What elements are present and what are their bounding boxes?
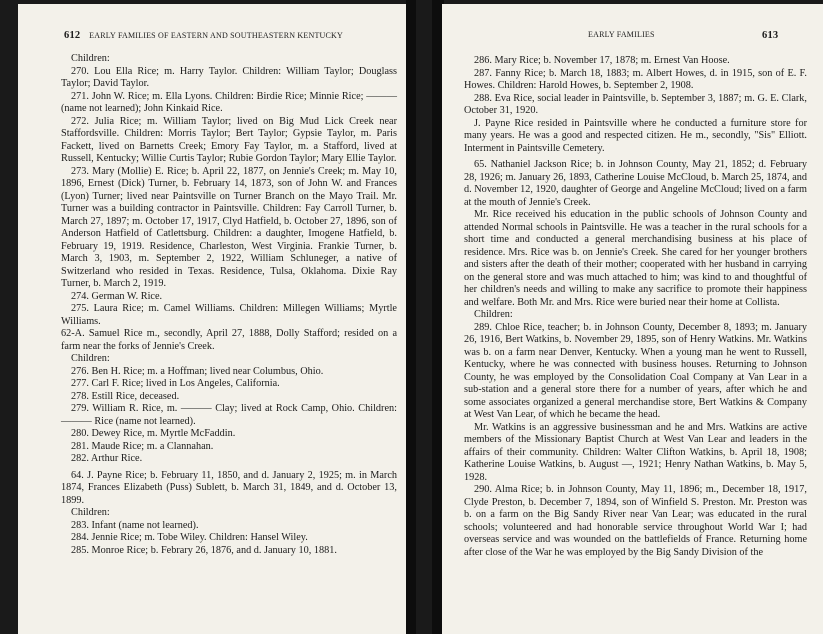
paragraph: Children: bbox=[71, 507, 110, 518]
paragraph: 284. Jennie Rice; m. Tobe Wiley. Children: Hansel Wiley. bbox=[71, 532, 308, 543]
paragraph: Mr. Rice received his education in the public schools of Johnson County and attended Normal schools in Paintsville. He was a teacher in the rural schools for a short time and conducted a general merchandising business at his place of residence. Mrs. Rice was b. on Jennie's Creek. She cared for her younger brothers and sisters after the death of their mother; cooperated with her husband in carrying on the general store and was much attached to him; was kind to and thoughtful of her children's needs and willing to make any sacrifice to promote their happiness and welfare. Both Mr. and Mrs. Rice were buried near their home at Collista. bbox=[464, 209, 807, 308]
paragraph: 273. Mary (Mollie) E. Rice; b. April 22, 1877, on Jennie's Creek; m. May 10, 1896, Ernest (Dick) Turner, b. February 14, 1873, son of John W. and Frances (Lyon) Turner; lived near Paintsville on Turner Branch on the Mayo Trail. Mr. Turner was a building contractor in Paintsville. Children: Fay Carroll Turner, b. March 27, 1897; m. October 17, 1917, Clyd Hatfield, b. October 27, 1896, son of Anderson Hatfield of Catlettsburg. Children: a daughter, Imogene Hatfield, b. February 19, 1919. Residence, Charleston, West Virginia. Frankie Turner, b. March 3, 1903, m. September 2, 1922, William Schluneger, a native of Switzerland who resided in Texas. Residence, Tulsa, Oklahoma. Dixie Ray Turner, b. March 2, 1919. bbox=[61, 165, 397, 289]
paragraph: 287. Fanny Rice; b. March 18, 1883; m. Albert Howes, d. in 1915, son of E. F. Howes. Children: Harold Howes, b. September 2, 1908. bbox=[464, 67, 807, 91]
left-running-header bbox=[64, 30, 343, 41]
left-page bbox=[18, 4, 408, 634]
paragraph: 282. Arthur Rice. bbox=[71, 453, 143, 464]
paragraph: 278. Estill Rice, deceased. bbox=[71, 390, 180, 402]
paragraph: 288. Eva Rice, social leader in Paintsville, b. September 3, 1887; m. G. E. Clark, October 31, 1920. bbox=[464, 92, 807, 116]
left-page-body bbox=[61, 53, 397, 557]
book-gutter-left bbox=[406, 0, 416, 634]
paragraph: 280. Dewey Rice, m. Myrtle McFaddin. bbox=[71, 428, 236, 439]
right-page-body bbox=[464, 55, 807, 559]
paragraph: 281. Maude Rice; m. a Clannahan. bbox=[71, 440, 214, 452]
paragraph: 274. German W. Rice. bbox=[71, 290, 163, 302]
paragraph: 286. Mary Rice; b. November 17, 1878; m. Ernest Van Hoose. bbox=[474, 55, 730, 66]
paragraph: J. Payne Rice resided in Paintsville where he conducted a furniture store for many years. He was a good and respected citizen. He m., secondly, "Sis" Elliott. Interment in Paintsville Cemetery. bbox=[464, 117, 807, 154]
paragraph: Mr. Watkins is an aggressive businessman and he and Mrs. Watkins are active members of the Missionary Baptist Church at West Van Lear and leaders in the affairs of their community. Children: Walter Clifton Watkins, b. April 18, 1908; Katherine Louise Watkins, b. August —, 1921; Henry Nathan Watkins, b. May 5, 1928. bbox=[464, 421, 807, 483]
paragraph: 283. Infant (name not learned). bbox=[71, 519, 199, 531]
paragraph: 62-A. Samuel Rice m., secondly, April 27, 1888, Dolly Stafford; resided on a farm near the forks of Jennie's Creek. bbox=[61, 328, 397, 352]
paragraph: Children: bbox=[474, 309, 513, 320]
paragraph: Children: bbox=[71, 353, 110, 364]
paragraph: 64. J. Payne Rice; b. February 11, 1850, and d. January 2, 1925; m. in March 1874, Frances Elizabeth (Puss) Sublett, b. March 31, 1849, and d. October 13, 1899. bbox=[61, 469, 397, 506]
paragraph: 271. John W. Rice; m. Ella Lyons. Children: Birdie Rice; Minnie Rice; ——— (name not learned); John Kinkaid Rice. bbox=[61, 90, 397, 114]
right-running-head: EARLY FAMILIES bbox=[588, 30, 655, 39]
paragraph: 285. Monroe Rice; b. Febrary 26, 1876, and d. January 10, 1881. bbox=[71, 544, 337, 556]
paragraph: 270. Lou Ella Rice; m. Harry Taylor. Children: William Taylor; Douglass Taylor; David Taylor. bbox=[61, 65, 397, 89]
paragraph: 65. Nathaniel Jackson Rice; b. in Johnson County, May 21, 1852; d. February 28, 1926; m. January 26, 1893, Catherine Louise McCloud, b. March 25, 1874, and d. November 12, 1920, daughter of George and Angeline McCloud; lived on a farm at the mouth of Jennie's Creek. bbox=[464, 159, 807, 208]
paragraph: 289. Chloe Rice, teacher; b. in Johnson County, December 8, 1893; m. January 26, 1916, Bert Watkins, b. November 29, 1895, son of Henry Watkins. Mr. Watkins was b. on a farm near Denver, Kentucky. When a young man he went to Russell, Kentucky, where he was connected with business houses. Returning to Johnson County, he was employed by the Consolidation Coal Company at Van Lear in a sub-station and a general store there for a number of years, after which he and some associates organized a general merchandise store, Bert Watkins & Company at West Van Lear, of which he became the head. bbox=[464, 321, 807, 420]
paragraph: 276. Ben H. Rice; m. a Hoffman; lived near Columbus, Ohio. bbox=[71, 365, 324, 377]
paragraph: 279. William R. Rice, m. ——— Clay; lived at Rock Camp, Ohio. Children: ——— Rice (name not learned). bbox=[61, 403, 397, 427]
left-page-number: 612 bbox=[64, 30, 81, 41]
paragraph: 277. Carl F. Rice; lived in Los Angeles, California. bbox=[71, 378, 280, 389]
left-running-head: EARLY FAMILIES OF EASTERN AND SOUTHEASTERN KENTUCKY bbox=[89, 31, 344, 40]
right-page-number-wrap bbox=[762, 30, 778, 41]
paragraph: 290. Alma Rice; b. in Johnson County, May 11, 1896; m., December 18, 1917, Clyde Preston, b. December 7, 1894, son of Winfield S. Preston. Mr. Preston was b. on a farm on the Big Sandy River near Van Lear; was educated in the rural schools; volunteered and had honorable service throughout World War I; had overseas service and was wounded on the battlefields of France. Returning home after close of the War he was employed by the Big Sandy Division of the bbox=[464, 484, 807, 558]
right-page-number: 613 bbox=[762, 30, 779, 41]
right-page bbox=[442, 4, 823, 634]
paragraph: 275. Laura Rice; m. Camel Williams. Children: Millegen Williams; Myrtle Williams. bbox=[61, 303, 397, 327]
paragraph: 272. Julia Rice; m. William Taylor; lived on Big Mud Lick Creek near Staffordsville. Children: Morris Taylor; Bert Taylor; Gypsie Taylor, m. Paris Fackett, lived on Barnetts Creek; Emory Fay Taylor, m. a Stafford, lived at Russell, Kentucky; Willie Curtis Taylor; Rubie Gordon Taylor; Mary Ellie Taylor. bbox=[61, 115, 397, 164]
paragraph: Children: bbox=[71, 53, 110, 64]
